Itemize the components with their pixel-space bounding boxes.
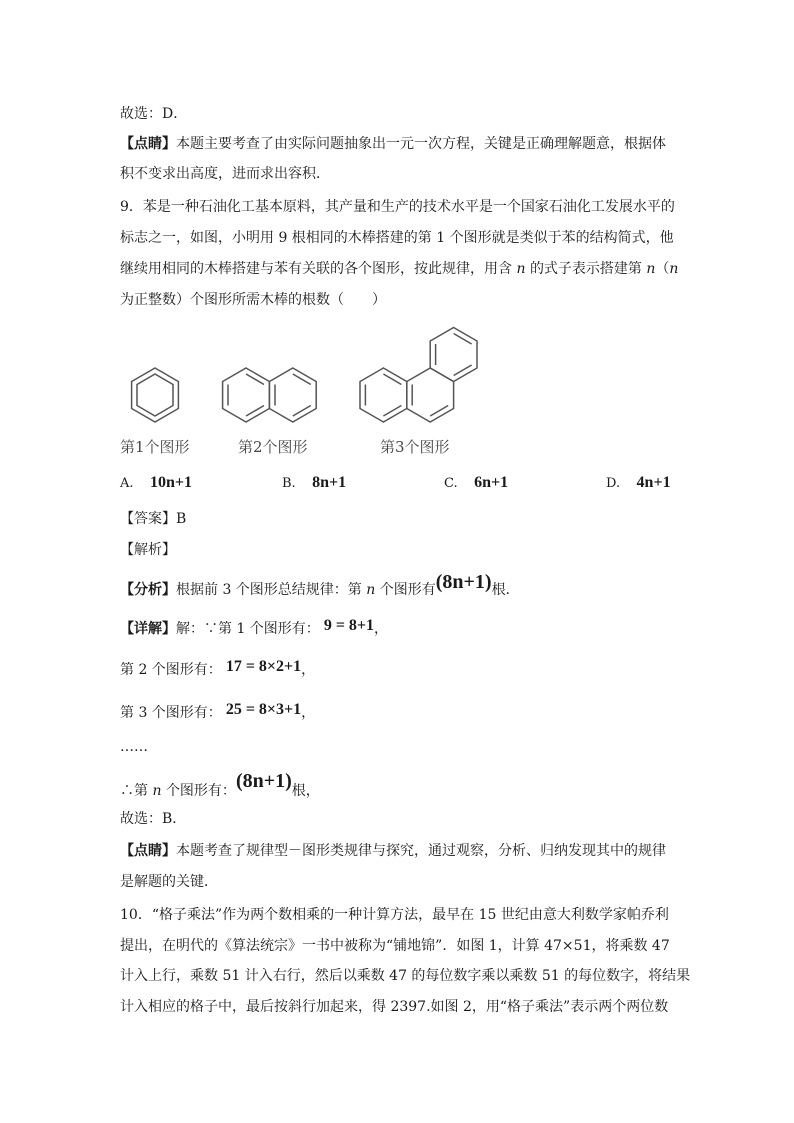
text-line bbox=[120, 134, 666, 154]
option-expression: 10n+1 bbox=[149, 474, 192, 491]
text: ， bbox=[301, 662, 316, 678]
benzene-figure-1 bbox=[120, 360, 190, 430]
text: ， bbox=[374, 621, 389, 637]
variable-n: n bbox=[669, 261, 679, 277]
option-d[interactable] bbox=[606, 473, 671, 494]
text: 本题主要考查了由实际问题抽象出一元一次方程，关键是正确理解题意，根据体 bbox=[176, 136, 666, 152]
math-expression: 9 = 8+1 bbox=[323, 617, 375, 634]
ellipsis-line: …… bbox=[120, 739, 148, 755]
answer-line: 【答案】B bbox=[120, 511, 187, 527]
section-tag: 【分析】 bbox=[120, 582, 176, 598]
option-expression: 6n+1 bbox=[474, 474, 509, 491]
question-9-line bbox=[120, 259, 678, 279]
text: （ bbox=[655, 261, 670, 277]
section-tag: 【点睛】 bbox=[120, 843, 176, 859]
text: ∴第 bbox=[120, 783, 148, 799]
question-10-line: 提出，在明代的《算法统宗》一书中被称为“铺地锦”．如图 1，计算 47×51，将乘数 47 bbox=[120, 938, 670, 954]
choose-line: 故选：B． bbox=[120, 811, 187, 827]
option-expression: 4n+1 bbox=[636, 474, 671, 491]
dianjing-line bbox=[120, 841, 666, 861]
text: 的式子表示搭建第 bbox=[529, 261, 642, 277]
detail-line-3 bbox=[120, 703, 315, 723]
option-letter: A. bbox=[120, 476, 134, 491]
detail-line-2 bbox=[120, 660, 315, 680]
text: 第 3 个图形有： bbox=[120, 705, 222, 721]
naphthalene-figure-2 bbox=[214, 360, 330, 430]
dianjing-line: 是解题的关键． bbox=[120, 874, 218, 890]
option-expression: 8n+1 bbox=[312, 474, 347, 491]
text: 继续用相同的木棒搭建与苯有关联的各个图形，按此规律，用含 bbox=[120, 261, 512, 277]
analysis-heading: 【解析】 bbox=[120, 542, 176, 558]
text: 根． bbox=[491, 582, 520, 598]
option-c[interactable] bbox=[444, 473, 508, 494]
question-9-line: 9．苯是一种石油化工基本原料，其产量和生产的技术水平是一个国家石油化工发展水平的 bbox=[120, 199, 675, 215]
text: 第 2 个图形有： bbox=[120, 662, 222, 678]
text-line: 故选：D． bbox=[120, 106, 188, 122]
math-expression: 25 = 8×3+1 bbox=[225, 701, 302, 718]
variable-n: n bbox=[366, 582, 376, 598]
detail-line-n bbox=[120, 770, 320, 801]
math-expression: (8n+1) bbox=[435, 571, 492, 593]
text: 本题考查了规律型－图形类规律与探究，通过观察，分析、归纳发现其中的规律 bbox=[176, 843, 666, 859]
option-b[interactable] bbox=[282, 473, 346, 494]
text: 根据前 3 个图形总结规律：第 bbox=[176, 582, 362, 598]
text: 根， bbox=[291, 783, 320, 799]
text: 个图形有 bbox=[379, 582, 436, 598]
option-letter: D. bbox=[606, 476, 621, 491]
figure-3-label: 第3个图形 bbox=[380, 438, 450, 456]
question-10-line: 计入上行，乘数 51 计入右行，然后以乘数 47 的每位数字乘以乘数 51 的每位数字，将结果 bbox=[120, 968, 691, 984]
text: ， bbox=[301, 705, 316, 721]
math-expression: 17 = 8×2+1 bbox=[225, 658, 302, 675]
math-expression: (8n+1) bbox=[235, 770, 292, 792]
option-letter: B. bbox=[282, 476, 296, 491]
section-tag: 【详解】 bbox=[120, 621, 176, 637]
xiangjie-line bbox=[120, 619, 388, 639]
fenxi-line bbox=[120, 571, 520, 600]
question-9-line: 为正整数）个图形所需木棒的根数（ ） bbox=[120, 292, 386, 308]
text: 解：∵第 1 个图形有： bbox=[176, 621, 320, 637]
variable-n: n bbox=[152, 783, 162, 799]
figure-1-label: 第1个图形 bbox=[120, 438, 190, 456]
phenanthrene-figure-3 bbox=[355, 318, 500, 430]
figure-2-label: 第2个图形 bbox=[238, 438, 308, 456]
variable-n: n bbox=[646, 261, 656, 277]
question-10-line: 10．“格子乘法”作为两个数相乘的一种计算方法，最早在 15 世纪由意大利数学家帕乔利 bbox=[120, 907, 669, 923]
variable-n: n bbox=[516, 261, 526, 277]
question-9-line: 标志之一，如图，小明用 9 根相同的木棒搭建的第 1 个图形就是类似于苯的结构简式，他 bbox=[120, 230, 674, 246]
option-a[interactable] bbox=[120, 473, 192, 494]
question-10-line: 计入相应的格子中，最后按斜行加起来，得 2397.如图 2，用“格子乘法”表示两个两位数 bbox=[120, 999, 669, 1015]
section-tag: 【点睛】 bbox=[120, 136, 176, 152]
text: 个图形有： bbox=[165, 783, 236, 799]
text-line: 积不变求出高度，进而求出容积． bbox=[120, 166, 330, 182]
option-letter: C. bbox=[444, 476, 458, 491]
